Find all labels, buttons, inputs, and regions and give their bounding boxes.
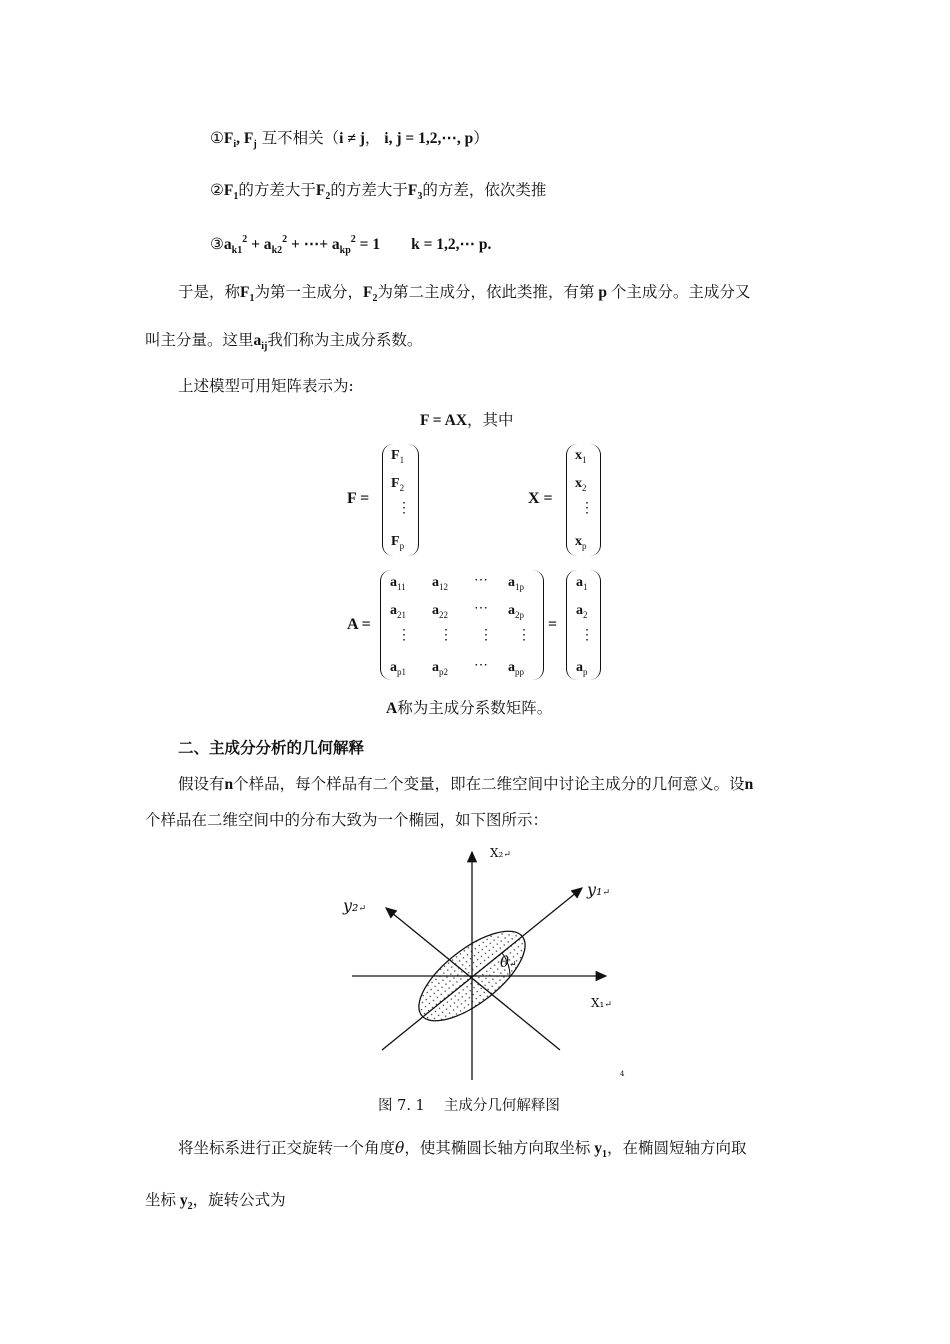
- matrix-x-label: X =: [528, 490, 553, 507]
- paragraph-4-line-1: 将坐标系进行正交旋转一个角度θ，使其椭圆长轴方向取坐标 $y_1$，在椭圆短轴方向取: [178, 1139, 747, 1160]
- matrix-equals: =: [548, 616, 558, 633]
- matrix-a-label: A =: [347, 616, 371, 633]
- paragraph-3-line-2: 个样品在二维空间中的分布大致为一个椭园，如下图所示：: [145, 811, 549, 829]
- pca-geometry-figure: [330, 840, 640, 1090]
- matrix-f-label: F =: [347, 490, 370, 507]
- paragraph-4-line-2: 坐标 $y_2$，旋转公式为: [145, 1191, 286, 1212]
- paragraph-1-line-1: 于是，称$F_1$为第一主成分，$F_2$为第二主成分，依此类推，有第 p 个主成分。主成分又: [178, 283, 751, 304]
- condition-3: $③a_{k1}^2 + a_{k2}^2$ + ⋯+ $a_{kp}^2 = 1$ k = 1,2,⋯ p.: [210, 234, 492, 256]
- section-heading: 二、主成分分析的几何解释: [178, 738, 365, 757]
- y1-axis: [382, 888, 582, 1050]
- paragraph-2: 上述模型可用矩阵表示为:: [178, 377, 354, 395]
- condition-1: $①F_i$, $F_j$ 互不相关（i ≠ j， i, j = 1,2,⋯, p）: [210, 129, 489, 150]
- condition-1-text: 互不相关（: [261, 129, 340, 147]
- condition-3-range: k = 1,2,⋯ p.: [411, 236, 492, 253]
- label-y2: y₂↵: [343, 896, 366, 915]
- matrix-caption: A称为主成分系数矩阵。: [386, 699, 553, 717]
- equation-f-ax: F = AX，其中: [420, 411, 514, 429]
- label-x1: X₁↵: [591, 996, 612, 1010]
- paragraph-3-line-1: 假设有n个样品，每个样品有二个变量，即在二维空间中讨论主成分的几何意义。设n: [178, 775, 754, 793]
- paragraph-1-line-2: 叫主分量。这里$a_{ij}$我们称为主成分系数。: [145, 331, 423, 352]
- label-x2: X₂↵: [490, 846, 511, 860]
- y2-axis: [386, 908, 560, 1050]
- figure-caption: 图 7. 1 主成分几何解释图: [378, 1098, 560, 1114]
- condition-2: $②F_1$的方差大于$F_2$的方差大于$F_3$的方差，依次类推: [210, 181, 547, 202]
- label-theta: θ↵: [500, 953, 517, 971]
- label-y1: y₁↵: [587, 880, 610, 899]
- vector-a-right-paren: [590, 570, 601, 680]
- matrix-a-right-paren: [533, 570, 544, 680]
- figure-page-mark: 4: [620, 1070, 625, 1078]
